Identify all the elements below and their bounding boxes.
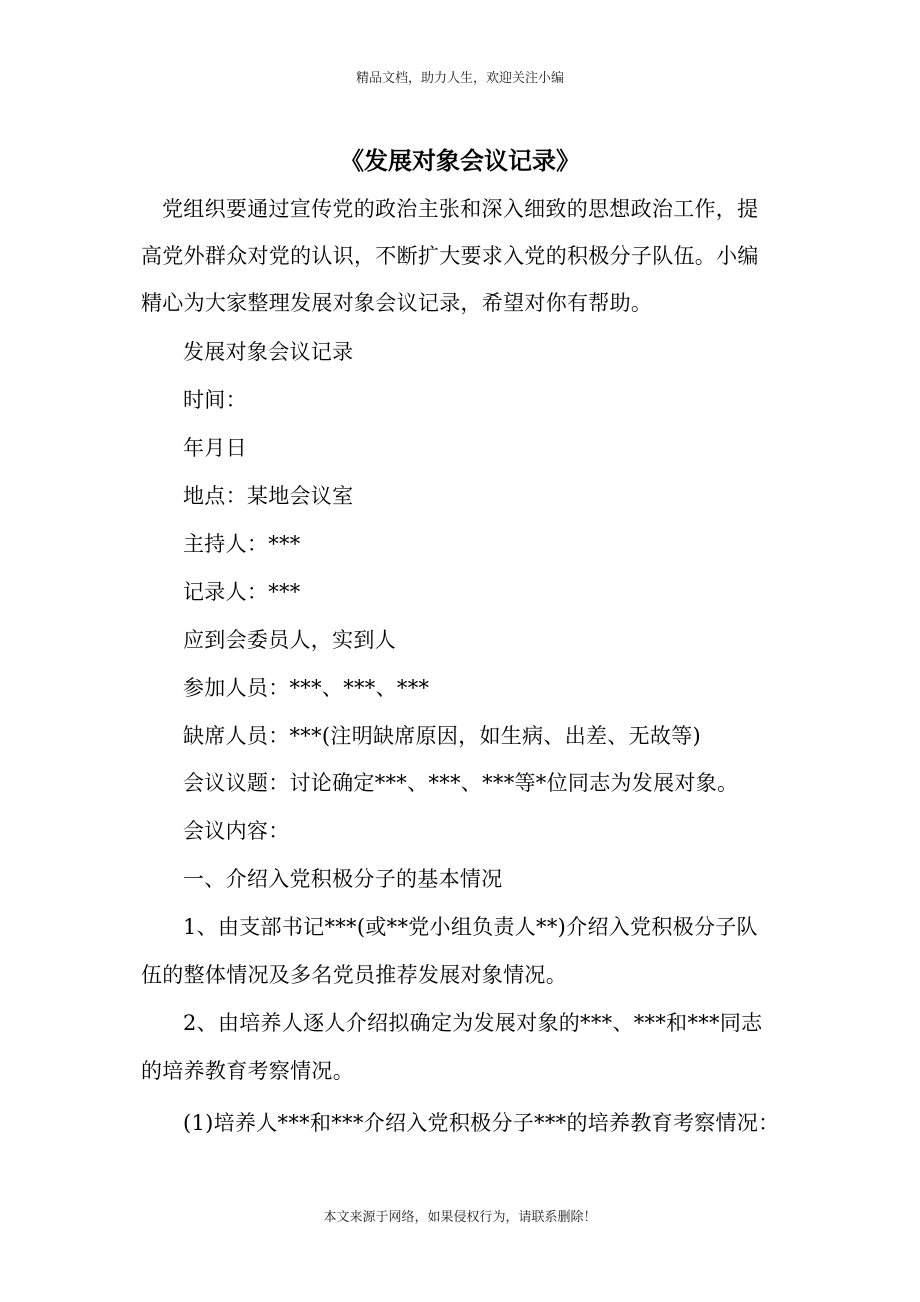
text-line: 伍的整体情况及多名党员推荐发展对象情况。 <box>141 963 567 987</box>
text-line: 年月日 <box>183 436 247 460</box>
text-line: 发展对象会议记录 <box>183 340 354 364</box>
text-line: 地点：某地会议室 <box>183 484 354 508</box>
text-line: 应到会委员人，实到人 <box>183 628 396 652</box>
text-line: 缺席人员：***(注明缺席原因，如生病、出差、无故等) <box>183 724 701 748</box>
text-line: 的培养教育考察情况。 <box>141 1059 354 1083</box>
text-line: 1、由支部书记***(或**党小组负责人**)介绍入党积极分子队 <box>183 915 758 939</box>
page-footer: 本文来源于网络，如果侵权行为，请联系删除！ <box>323 1210 597 1225</box>
text-line: 主持人：*** <box>183 532 301 556</box>
text-line: 精心为大家整理发展对象会议记录，希望对你有帮助。 <box>141 291 653 315</box>
text-line: 会议议题：讨论确定***、***、***等*位同志为发展对象。 <box>183 771 739 795</box>
document-title: 《发展对象会议记录》 <box>340 147 580 175</box>
text-line: 2、由培养人逐人介绍拟确定为发展对象的***、***和***同志 <box>183 1011 763 1035</box>
text-line: 高党外群众对党的认识，不断扩大要求入党的积极分子队伍。小编 <box>141 244 759 268</box>
text-line: 记录人：*** <box>183 580 301 604</box>
text-line: 参加人员：***、***、*** <box>183 676 430 700</box>
text-line: 会议内容： <box>183 819 290 843</box>
text-line: 一、介绍入党积极分子的基本情况 <box>183 867 503 891</box>
text-line: 时间： <box>183 388 247 412</box>
page-header: 精品文档，助力人生，欢迎关注小编 <box>355 71 564 86</box>
item-2-1-line: (1)培养人***和***介绍入党积极分子***的培养教育考察情况： <box>183 1111 780 1135</box>
text-line: 党组织要通过宣传党的政治主张和深入细致的思想政治工作，提 <box>162 197 759 221</box>
